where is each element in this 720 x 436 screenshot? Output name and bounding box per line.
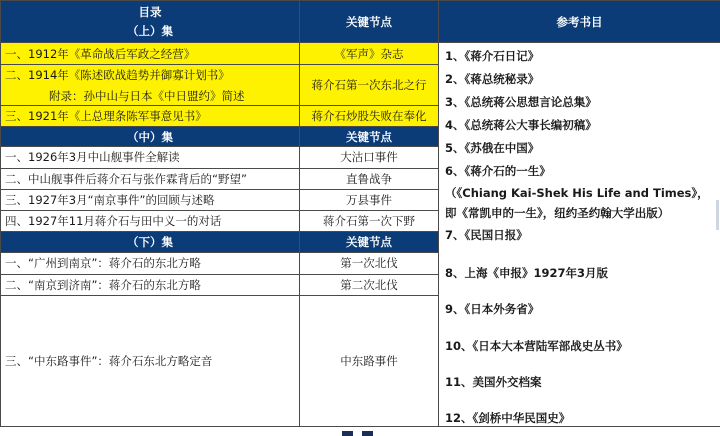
reference-item: 2、《蒋总统秘录》	[445, 72, 540, 86]
part-b-row-4-node: 蒋介石第一次下野	[300, 211, 439, 232]
part-c-header: （下）集	[1, 232, 300, 252]
part-a-row-3-node: 蒋介石炒股失败在奉化	[300, 105, 439, 126]
header-part-a-label: （上）集	[127, 23, 173, 38]
part-b-header: （中）集	[1, 127, 300, 147]
part-c-header-node: 关键节点	[300, 232, 439, 252]
reference-item: 8、上海《申报》1927年3月版	[445, 266, 609, 280]
reference-item: 5、《苏俄在中国》	[445, 141, 540, 155]
part-c-row-2-node: 第二次北伐	[300, 274, 439, 295]
part-b-row-3-node: 万县事件	[300, 189, 439, 210]
reference-item: 4、《总统蒋公大事长编初稿》	[445, 118, 597, 132]
header-catalog-label: 目录	[138, 4, 162, 19]
part-b-row-4-title: 四、1927年11月蒋介石与田中义一的对话	[1, 211, 300, 232]
header-references: 参考书目	[439, 1, 720, 43]
part-b-row-2-title: 二、中山舰事件后蒋介石与张作霖背后的“野望”	[1, 168, 300, 189]
header-key-node: 关键节点	[300, 1, 439, 43]
part-c-row-2-title: 二、“南京到济南”：蒋介石的东北方略	[1, 274, 300, 295]
part-b-row-1-node: 大沽口事件	[300, 147, 439, 168]
part-a-row-3-title: 三、1921年《上总理条陈军事意见书》	[1, 105, 300, 126]
reference-item: 6、《蒋介石的一生》	[445, 164, 551, 178]
part-b-header-node: 关键节点	[300, 127, 439, 147]
part-a-row-2-node: 蒋介石第一次东北之行	[300, 65, 439, 106]
part-c-row-1-node: 第一次北伐	[300, 252, 439, 274]
slide-nav-prev-icon[interactable]	[342, 431, 353, 436]
header-catalog-cell	[1, 1, 300, 43]
part-b-row-1-title: 一、1926年3月中山舰事件全解读	[1, 147, 300, 168]
part-a-row-2-sub: 附录：孙中山与日本《中日盟约》简述	[49, 88, 245, 103]
reference-item: （《Chiang Kai-Shek His Life and Times》，	[445, 186, 709, 200]
slide-nav-next-icon[interactable]	[362, 431, 373, 436]
reference-item: 7、《民国日报》	[445, 228, 528, 242]
reference-item: 9、《日本外务省》	[445, 302, 540, 316]
part-a-row-1-node: 《军声》杂志	[300, 43, 439, 65]
reference-item: 1、《蒋介石日记》	[445, 49, 540, 63]
part-a-row-1-title: 一、1912年《革命战后军政之经营》	[1, 43, 300, 65]
scroll-indicator[interactable]	[716, 200, 719, 230]
reference-item: 11、美国外交档案	[445, 375, 542, 389]
part-a-row-2-main: 二、1914年《陈述欧战趋势并御寡计划书》	[5, 67, 230, 82]
part-b-row-2-node: 直鲁战争	[300, 168, 439, 189]
part-c-row-3-title: 三、“中东路事件”：蒋介石东北方略定音	[1, 296, 300, 427]
reference-item: 12、《剑桥中华民国史》	[445, 411, 571, 425]
part-c-row-1-title: 一、“广州到南京”：蒋介石的东北方略	[1, 252, 300, 274]
part-a-row-2-title	[1, 65, 300, 106]
reference-item: 10、《日本大本营陆军部战史丛书》	[445, 339, 628, 353]
reference-item: 即《常凯申的一生》，纽约圣约翰大学出版）	[445, 206, 670, 220]
reference-list	[439, 43, 720, 427]
reference-item: 3、《总统蒋公思想言论总集》	[445, 95, 597, 109]
part-b-row-3-title: 三、1927年3月“南京事件”的回顾与述略	[1, 189, 300, 210]
part-c-row-3-node: 中东路事件	[300, 296, 439, 427]
